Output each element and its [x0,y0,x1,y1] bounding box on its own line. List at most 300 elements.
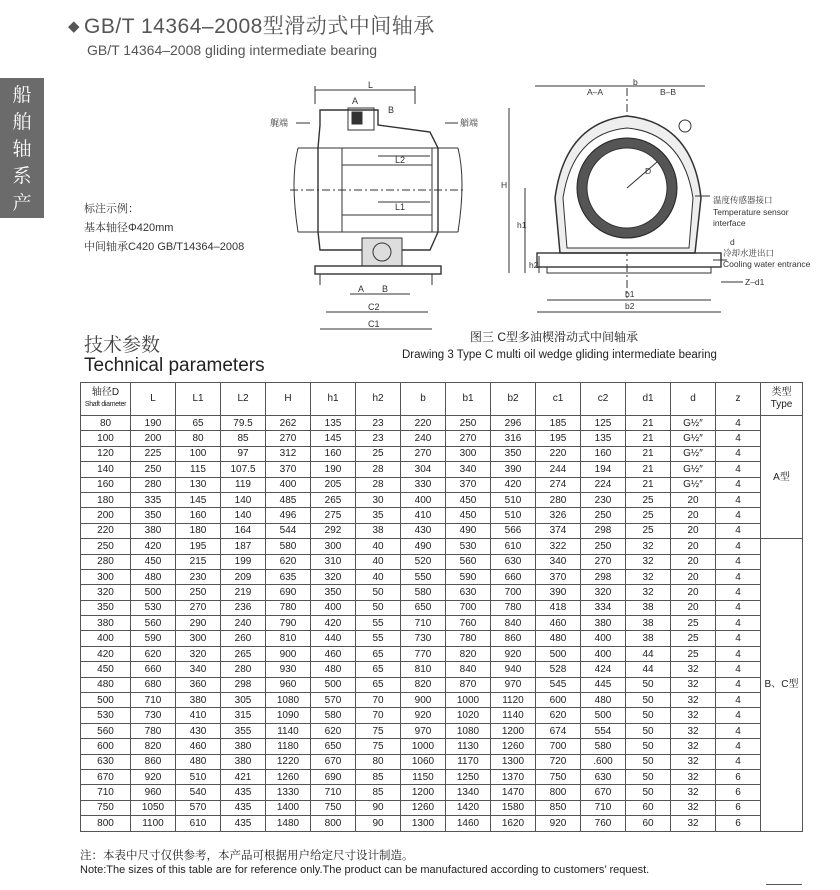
table-cell: 298 [581,523,626,538]
table-cell: 80 [176,431,221,446]
type-header-cn: 类型 [771,387,792,398]
table-row [81,616,803,631]
table-cell: 20 [671,492,716,507]
table-cell: 21 [626,462,671,477]
side-tab-char: 舶 [12,111,32,133]
table-cell: 1140 [266,723,311,738]
table-cell: 620 [536,708,581,723]
table-cell: 75 [356,739,401,754]
table-cell: G½″ [671,416,716,431]
table-cell: 4 [716,677,761,692]
column-header: c2 [581,383,626,416]
table-cell: 4 [716,431,761,446]
table-cell: 860 [131,754,176,769]
table-cell: 1090 [266,708,311,723]
table-cell: 1140 [491,708,536,723]
table-cell: 28 [356,462,401,477]
table-cell: 374 [536,523,581,538]
type-cell-a: A型 [761,416,803,539]
table-cell: 450 [131,554,176,569]
table-cell: 4 [716,446,761,461]
dim-A-top-label: A [352,96,359,106]
table-cell: 107.5 [221,462,266,477]
table-cell: 1000 [446,693,491,708]
example-line-2: 中间轴承C420 GB/T14364–2008 [84,241,245,253]
table-cell: 560 [446,554,491,569]
table-cell: 1260 [401,800,446,815]
table-cell: 79.5 [221,416,266,431]
table-cell: 300 [446,446,491,461]
table-cell: 430 [401,523,446,538]
table-row [81,723,803,738]
table-cell: 20 [671,585,716,600]
table-cell: 322 [536,539,581,554]
table-cell: 21 [626,416,671,431]
notation-example [84,200,244,257]
table-cell: 250 [446,416,491,431]
table-cell: 298 [581,569,626,584]
table-cell: 44 [626,662,671,677]
shaft-diameter-cell: 480 [81,677,131,692]
table-cell: 480 [581,693,626,708]
table-cell: 620 [311,723,356,738]
table-cell: 400 [581,631,626,646]
table-cell: 326 [536,508,581,523]
table-cell: 320 [176,646,221,661]
stern-label: 艉端 [270,119,289,129]
table-cell: 530 [446,539,491,554]
table-row [81,739,803,754]
table-cell: 194 [581,462,626,477]
table-cell: 274 [536,477,581,492]
table-cell: 44 [626,646,671,661]
table-cell: 820 [131,739,176,754]
table-cell: 580 [581,739,626,754]
table-cell: 4 [716,600,761,615]
table-cell: 590 [446,569,491,584]
table-cell: 1220 [266,754,311,769]
table-cell: 4 [716,523,761,538]
table-cell: 800 [536,785,581,800]
table-cell: 445 [581,677,626,692]
bearing-side-view-drawing [260,80,495,335]
column-header: z [716,383,761,416]
table-row [81,708,803,723]
shaft-diameter-cell: 80 [81,416,131,431]
technical-parameters-title-cn: 技术参数 [84,335,161,356]
diamond-bullet-icon: ◆ [68,18,81,35]
table-cell: 330 [401,477,446,492]
table-cell: 220 [401,416,446,431]
table-cell: 510 [491,508,536,523]
shaft-diameter-cell: 450 [81,662,131,677]
dim-D-label: D [645,166,652,176]
table-cell: 230 [176,569,221,584]
table-cell: 500 [311,677,356,692]
table-cell: 4 [716,754,761,769]
table-cell: 660 [491,569,536,584]
shaft-diameter-cell: 800 [81,816,131,831]
table-cell: 840 [446,662,491,677]
table-cell: 275 [311,508,356,523]
table-cell: 630 [491,554,536,569]
table-cell: 145 [176,492,221,507]
table-cell: 530 [131,600,176,615]
table-cell: 790 [266,616,311,631]
table-cell: 100 [176,446,221,461]
dim-A-bottom-label: A [358,284,365,294]
table-cell: 38 [626,631,671,646]
table-cell: 335 [131,492,176,507]
shaft-diameter-cell: 350 [81,600,131,615]
table-cell: 435 [221,816,266,831]
dim-L2-label: L2 [395,155,406,165]
table-cell: 1330 [266,785,311,800]
table-row [81,816,803,831]
table-cell: 780 [131,723,176,738]
dim-d-label: d [730,237,735,247]
table-cell: 580 [311,708,356,723]
table-cell: 195 [536,431,581,446]
table-cell: 800 [311,816,356,831]
table-cell: 25 [356,446,401,461]
table-cell: 300 [176,631,221,646]
table-cell: 350 [131,508,176,523]
table-cell: 780 [491,600,536,615]
table-cell: 770 [401,646,446,661]
table-cell: 670 [581,785,626,800]
table-row [81,769,803,784]
shaft-diameter-cell: 160 [81,477,131,492]
table-cell: 180 [176,523,221,538]
table-cell: 270 [446,431,491,446]
dim-C1-label: C1 [368,319,380,329]
table-cell: 250 [131,462,176,477]
table-cell: 420 [491,477,536,492]
table-cell: 760 [446,616,491,631]
table-cell: 900 [266,646,311,661]
table-cell: 250 [581,539,626,554]
table-cell: 21 [626,431,671,446]
table-cell: 90 [356,800,401,815]
table-cell: 25 [626,523,671,538]
table-cell: 70 [356,708,401,723]
shaft-diameter-cell: 220 [81,523,131,538]
table-cell: 90 [356,816,401,831]
table-cell: 115 [176,462,221,477]
column-header: d [671,383,716,416]
shaft-diameter-cell: 120 [81,446,131,461]
table-cell: 130 [176,477,221,492]
table-cell: 690 [311,769,356,784]
table-cell: 32 [671,662,716,677]
table-cell: 32 [671,708,716,723]
column-header: h1 [311,383,356,416]
table-cell: 50 [626,739,671,754]
table-cell: 1020 [446,708,491,723]
table-cell: 40 [356,569,401,584]
shaft-diameter-cell: 400 [81,631,131,646]
table-cell: 710 [401,616,446,631]
table-cell: 280 [221,662,266,677]
table-cell: 840 [491,616,536,631]
table-cell: 50 [626,677,671,692]
table-cell: 440 [311,631,356,646]
table-cell: 280 [536,492,581,507]
table-cell: 270 [401,446,446,461]
table-cell: 670 [311,754,356,769]
table-cell: 1460 [446,816,491,831]
table-row [81,646,803,661]
table-cell: 4 [716,539,761,554]
table-cell: 21 [626,477,671,492]
table-cell: 85 [356,769,401,784]
table-cell: 340 [536,554,581,569]
table-cell: 4 [716,708,761,723]
table-cell: 4 [716,616,761,631]
table-row [81,554,803,569]
column-header-shaft [81,383,131,416]
table-cell: 250 [581,508,626,523]
table-cell: 1260 [491,739,536,754]
table-cell: 334 [581,600,626,615]
table-cell: 4 [716,416,761,431]
table-cell: 340 [176,662,221,677]
shaft-diameter-cell: 670 [81,769,131,784]
table-row [81,539,803,554]
table-cell: 1580 [491,800,536,815]
shaft-diameter-cell: 250 [81,539,131,554]
table-cell: 304 [401,462,446,477]
table-cell: 380 [131,523,176,538]
table-cell: G½″ [671,462,716,477]
table-cell: 920 [401,708,446,723]
table-cell: 490 [401,539,446,554]
table-cell: 420 [311,616,356,631]
table-cell: 750 [311,800,356,815]
table-cell: 35 [356,508,401,523]
table-cell: G½″ [671,477,716,492]
table-cell: 32 [671,677,716,692]
table-cell: 380 [221,754,266,769]
table-cell: 23 [356,431,401,446]
table-cell: 410 [176,708,221,723]
table-row [81,446,803,461]
dim-zd1-label: Z–d1 [745,277,765,287]
shaft-diameter-cell: 200 [81,508,131,523]
table-cell: 520 [401,554,446,569]
table-cell: 400 [266,477,311,492]
side-tab-char: 品 [12,219,32,241]
table-row [81,631,803,646]
column-header: b2 [491,383,536,416]
table-cell: 750 [536,769,581,784]
table-cell: 32 [626,539,671,554]
table-cell: 480 [176,754,221,769]
shaft-diameter-cell: 280 [81,554,131,569]
table-cell: 630 [581,769,626,784]
shaft-diameter-cell: 320 [81,585,131,600]
table-cell: 85 [356,785,401,800]
table-cell: 262 [266,416,311,431]
side-tab-char: 产 [12,192,32,214]
table-cell: 380 [221,739,266,754]
table-cell: 560 [131,616,176,631]
table-cell: 65 [356,677,401,692]
table-cell: 25 [626,492,671,507]
table-cell: 312 [266,446,311,461]
shaft-diameter-cell: 710 [81,785,131,800]
table-cell: 50 [356,585,401,600]
table-cell: 50 [626,769,671,784]
page-title-cn-text: GB/T 14364–2008型滑动式中间轴承 [84,15,435,38]
table-cell: 1180 [266,739,311,754]
table-cell: 1400 [266,800,311,815]
table-cell: 75 [356,723,401,738]
shaft-diameter-cell: 630 [81,754,131,769]
column-header: L2 [221,383,266,416]
table-cell: 4 [716,723,761,738]
table-cell: 1420 [446,800,491,815]
table-cell: 421 [221,769,266,784]
table-row [81,508,803,523]
table-cell: 4 [716,508,761,523]
table-cell: 4 [716,693,761,708]
table-cell: 710 [311,785,356,800]
table-cell: 554 [581,723,626,738]
table-cell: 450 [446,492,491,507]
table-cell: 650 [401,600,446,615]
table-cell: 544 [266,523,311,538]
shaft-diameter-cell: 380 [81,616,131,631]
table-cell: 1260 [266,769,311,784]
table-cell: 209 [221,569,266,584]
table-cell: 940 [491,662,536,677]
shaft-diameter-cell: 420 [81,646,131,661]
table-cell: 1250 [446,769,491,784]
table-cell: G½″ [671,446,716,461]
table-cell: 635 [266,569,311,584]
table-cell: 485 [266,492,311,507]
column-header: d1 [626,383,671,416]
table-cell: 900 [401,693,446,708]
table-cell: 20 [671,539,716,554]
table-cell: 23 [356,416,401,431]
dim-H-label: H [501,180,508,190]
table-cell: 50 [626,723,671,738]
shaft-diameter-cell: 180 [81,492,131,507]
dim-L1-label: L1 [395,202,406,212]
table-row [81,477,803,492]
table-cell: 32 [671,754,716,769]
table-cell: 1370 [491,769,536,784]
table-cell: 340 [446,462,491,477]
table-body [81,416,803,832]
shaft-diameter-cell: 600 [81,739,131,754]
table-cell: 4 [716,554,761,569]
table-cell: 20 [671,554,716,569]
table-cell: 6 [716,769,761,784]
table-cell: 50 [626,693,671,708]
table-cell: 65 [356,646,401,661]
table-cell: 225 [131,446,176,461]
table-cell: 600 [536,693,581,708]
table-cell: 97 [221,446,266,461]
table-cell: 680 [131,677,176,692]
note-en: Note:The sizes of this table are for reference only.The product can be manufactured according to customers’ request. [80,864,650,876]
table-cell: 1080 [446,723,491,738]
table-cell: 780 [266,600,311,615]
table-cell: 20 [671,508,716,523]
table-cell: 32 [671,723,716,738]
side-tab-char: 轴 [12,138,32,160]
table-cell: 4 [716,662,761,677]
table-cell: 40 [356,554,401,569]
table-cell: 55 [356,631,401,646]
table-cell: 160 [311,446,356,461]
table-cell: 510 [176,769,221,784]
table-cell: 25 [671,616,716,631]
table-cell: 164 [221,523,266,538]
table-cell: 250 [176,585,221,600]
table-cell: 4 [716,569,761,584]
table-cell: 1120 [491,693,536,708]
side-tab-char: 系 [12,165,32,187]
table-cell: 6 [716,785,761,800]
table-cell: 32 [671,739,716,754]
table-cell: 850 [536,800,581,815]
table-cell: 674 [536,723,581,738]
column-header: b [401,383,446,416]
section-bb-label: B–B [660,87,677,97]
table-cell: 20 [671,569,716,584]
table-cell: 1170 [446,754,491,769]
table-cell: 32 [626,554,671,569]
table-row [81,600,803,615]
shaft-diameter-cell: 560 [81,723,131,738]
dim-b-label: b [633,78,638,87]
table-cell: 380 [176,693,221,708]
table-cell: 50 [626,708,671,723]
table-cell: 720 [536,754,581,769]
table-cell: 65 [176,416,221,431]
table-cell: 4 [716,462,761,477]
table-cell: 400 [581,646,626,661]
table-cell: 190 [311,462,356,477]
table-cell: 970 [491,677,536,692]
table-cell: 4 [716,477,761,492]
temp-sensor-label-en-2: interface [713,218,746,228]
technical-parameters-table [80,382,803,832]
table-cell: 38 [356,523,401,538]
table-cell: 30 [356,492,401,507]
table-cell: 460 [311,646,356,661]
table-cell: 460 [176,739,221,754]
table-cell: 140 [221,508,266,523]
table-cell: 970 [401,723,446,738]
table-cell: 40 [356,539,401,554]
table-cell: 320 [581,585,626,600]
shaft-diameter-cell: 100 [81,431,131,446]
table-cell: 620 [131,646,176,661]
table-cell: 236 [221,600,266,615]
dim-B-top-label: B [388,105,395,115]
table-row [81,523,803,538]
table-cell: 65 [356,662,401,677]
table-cell: 370 [446,477,491,492]
table-cell: 710 [581,800,626,815]
column-header: L [131,383,176,416]
